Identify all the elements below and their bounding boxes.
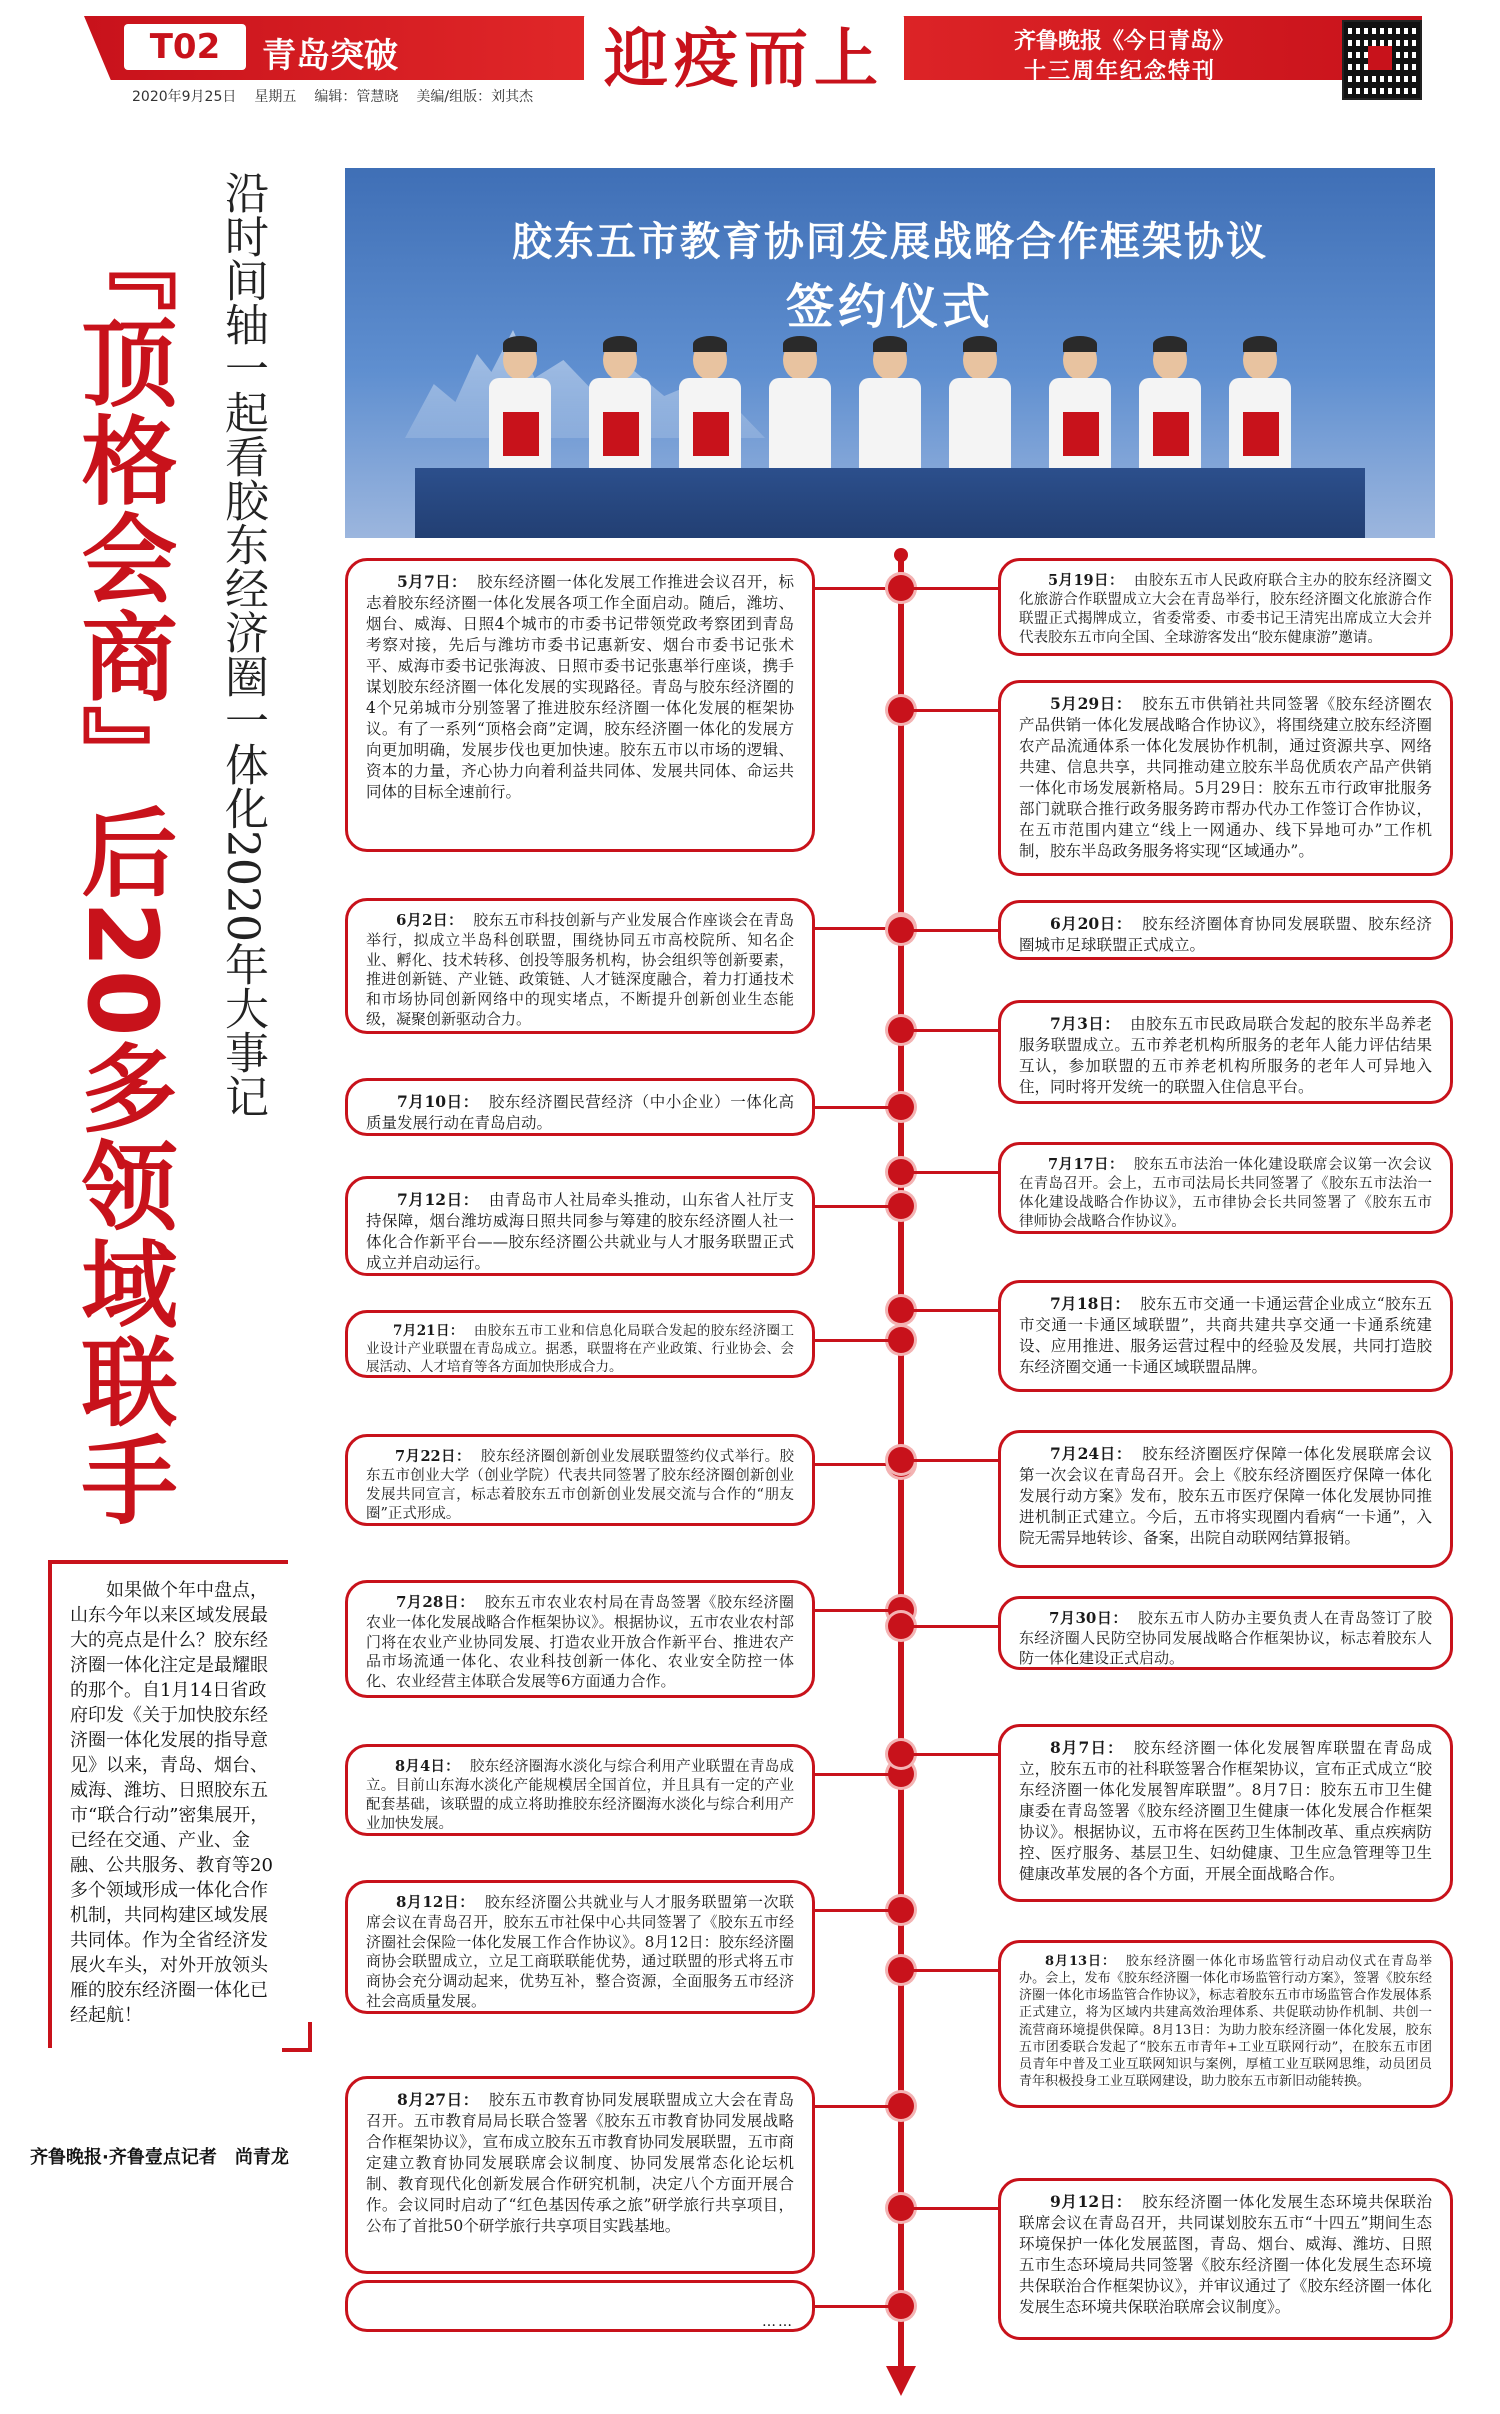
event-date: 7月24日：: [1050, 1444, 1133, 1463]
event-body: 胶东五市人防办主要负责人在青岛签订了胶东经济圈人民防空协同发展战略合作框架协议，标志着胶东人防一体化建设正式启动。: [1019, 1609, 1432, 1667]
event-text: [366, 1447, 794, 1525]
timeline-arrow-icon: [886, 2366, 916, 2396]
timeline-connector: [815, 2305, 890, 2308]
timeline-dot: [888, 917, 914, 943]
timeline-event-box: [998, 1724, 1453, 1902]
timeline-event-box: [345, 898, 815, 1034]
timeline-connector: [815, 1339, 890, 1342]
timeline-event-box: [345, 1880, 815, 2014]
timeline-event-box: [345, 1310, 815, 1378]
event-text: [1019, 1293, 1432, 1378]
event-body: 胶东五市供销社共同签署《胶东经济圈农产品供销一体化发展战略合作协议》，将围绕建立胶东经济圈农产品流通体系一体化发展协作机制，通过资源共享、网络共建、信息共享，共同推动建立胶东半岛优质农产品产供销一体化市场发展新格局。5月29日：胶东五市行政审批服务部门就联合推行政务服务跨市帮办代办工作签订合作协议，在五市范围内建立“线上一网通办、线下异地可办”工作机制，胶东半岛政务服务将实现“区域通办”。: [1019, 695, 1432, 860]
event-date: 7月30日：: [1049, 1609, 1128, 1627]
event-date: 7月17日：: [1048, 1156, 1124, 1173]
event-body: 胶东经济圈民营经济（中小企业）一体化高质量发展行动在青岛启动。: [366, 1093, 794, 1132]
event-date: 7月3日：: [1050, 1014, 1121, 1033]
event-body: 胶东五市科技创新与产业发展合作座谈会在青岛举行，拟成立半岛科创联盟，围绕协同五市高校院所、知名企业、孵化、技术转移、创投等服务机构，协会组织等创新要素，推进创新链、产业链、政策链、人才链深度融合，着力打通技术和市场协同创新网络中的现实堵点，不断提升创新创业生态能级，凝聚创新驱动合力。: [366, 911, 794, 1028]
event-text: [366, 1893, 794, 2012]
timeline-connector: [912, 1459, 1000, 1462]
event-body: 由胶东五市工业和信息化局联合发起的胶东经济圈工业设计产业联盟在青岛成立。据悉，联盟将在产业政策、行业协会、会展活动、人才培育等各方面加快形成合力。: [366, 1323, 794, 1375]
signing-table: [415, 468, 1365, 538]
event-text: [1019, 1443, 1432, 1549]
event-date: 7月12日：: [397, 1190, 479, 1209]
masthead: [84, 16, 1422, 112]
photo-banner-subtitle: 签约仪式: [785, 279, 994, 335]
timeline-dot: [888, 1017, 914, 1043]
masthead-meta: [132, 86, 533, 106]
event-body: 由胶东五市民政局联合发起的胶东半岛养老服务联盟成立。五市养老机构所服务的老年人能力评估结果互认，参加联盟的五市养老机构所服务的老年人可异地入住，同时将开发统一的联盟入住信息平台。: [1019, 1015, 1432, 1096]
timeline-dot: [888, 1447, 914, 1473]
timeline-event-box: [998, 1430, 1453, 1568]
timeline-event-box: [998, 1142, 1453, 1234]
event-text: [366, 1189, 794, 1274]
timeline-event-box: [345, 1580, 815, 1698]
timeline-connector: [912, 1625, 1000, 1628]
timeline-dot: [888, 1327, 914, 1353]
timeline-event-box: [998, 1280, 1453, 1392]
timeline-connector: [815, 1909, 890, 1912]
event-body: 由青岛市人社局牵头推动，山东省人社厅支持保障，烟台潍坊威海日照共同参与筹建的胶东经济圈人社一体化合作新平台——胶东经济圈公共就业与人才服务联盟正式成立并启动运行。: [366, 1191, 794, 1272]
event-date: 6月20日：: [1050, 914, 1133, 933]
timeline-connector: [912, 1753, 1000, 1756]
photo-banner-title: 胶东五市教育协同发展战略合作框架协议: [512, 218, 1268, 265]
timeline-connector: [912, 1029, 1000, 1032]
timeline-dot: [888, 697, 914, 723]
intro-text: 如果做个年中盘点，山东今年以来区域发展最大的亮点是什么？胶东经济圈一体化注定是最耀眼的那个。自1月14日省政府印发《关于加快胶东经济圈一体化发展的指导意见》以来，青岛、烟台、威海、潍坊、日照胶东五市“联合行动”密集展开，已经在交通、产业、金融、公共服务、教育等20多个领域形成一体化合作机制，共同构建区域发展共同体。作为全省经济发展火车头，对外开放领头雁的胶东经济圈一体化已经起航！: [48, 1560, 288, 2048]
timeline-event-box: [345, 1744, 815, 1836]
timeline-dot: [888, 1159, 914, 1185]
qr-logo-icon: [1368, 46, 1392, 70]
intro-corner-bracket: [282, 2022, 312, 2052]
timeline-connector: [815, 2105, 890, 2108]
timeline-event-box: [345, 1434, 815, 1526]
timeline-connector: [815, 927, 890, 930]
timeline-start-dot: [894, 548, 908, 562]
event-body: 胶东经济圈体育协同发展联盟、胶东经济圈城市足球联盟正式成立。: [1019, 915, 1432, 954]
timeline-dot: [888, 1957, 914, 1983]
event-body: 胶东经济圈海水淡化与综合利用产业联盟在青岛成立。目前山东海水淡化产能规模居全国首位，并且具有一定的产业配套基础，该联盟的成立将助推胶东经济圈海水淡化与综合利用产业加快发展。: [366, 1759, 795, 1833]
timeline-event-box: [345, 2076, 815, 2274]
timeline-connector: [815, 1609, 890, 1612]
event-date: 7月21日：: [393, 1323, 464, 1339]
event-text: [1019, 693, 1432, 862]
event-body: 胶东五市交通一卡通运营企业成立“胶东五市交通一卡通区域联盟”，共商共建共享交通一卡通系统建设、应用推进、服务运营过程中的经验及发展，共同打造胶东经济圈交通一卡通区域联盟品牌。: [1019, 1295, 1432, 1376]
event-text: [366, 911, 794, 1030]
event-text: [1019, 571, 1432, 649]
timeline-connector: [912, 1969, 1000, 1972]
event-text: [1019, 1737, 1432, 1885]
event-body: 胶东经济圈一体化发展智库联盟在青岛成立，胶东五市的社科联签署合作框架协议，宣布正式成立“胶东经济圈一体化发展智库联盟”。8月7日：胶东五市卫生健康委在青岛签署《胶东经济圈卫生健康一体化发展合作框架协议》。根据协议，五市将在医药卫生体制改革、重点疾病防控、医疗服务、基层卫生、妇幼健康、卫生应急管理等卫生健康改革发展的各个方面，开展全面战略合作。: [1019, 1739, 1432, 1883]
event-date: 7月22日：: [395, 1448, 471, 1465]
event-date: 5月19日：: [1048, 572, 1124, 589]
timeline-dot: [888, 1297, 914, 1323]
issue-weekday: 星期五: [254, 89, 297, 105]
event-body: 胶东五市教育协同发展联盟成立大会在青岛召开。五市教育局局长联合签署《胶东五市教育协同发展战略合作框架协议》，宣布成立胶东五市教育协同发展联盟，五市商定建立教育协同发展联席会议制度、协同发展常态化论坛机制、教育现代化创新发展合作研究机制，决定八个方面开展合作。会议同时启动了“红色基因传承之旅”研学旅行共享项目，公布了首批50个研学旅行共享项目实践基地。: [366, 2091, 794, 2235]
event-date: 8月27日：: [397, 2090, 479, 2109]
timeline-dot: [888, 575, 914, 601]
event-date: 6月2日：: [396, 911, 464, 929]
event-date: 5月7日：: [397, 572, 467, 591]
timeline-event-box: [345, 2280, 815, 2332]
timeline-connector: [912, 2207, 1000, 2210]
event-date: 8月7日：: [1050, 1738, 1124, 1757]
timeline-dot: [888, 1897, 914, 1923]
event-date: 7月28日：: [396, 1593, 475, 1611]
timeline-dot: [888, 1741, 914, 1767]
timeline-event-box: [345, 1176, 815, 1276]
event-date: 8月13日：: [1045, 1954, 1116, 1969]
sub-headline: 沿时间轴一起看胶东经济圈一体化2020年大事记: [217, 170, 268, 1118]
event-body: 胶东经济圈公共就业与人才服务联盟第一次联席会议在青岛召开，胶东五市社保中心共同签署了《胶东五市经济圈社会保险一体化发展工作合作协议》。8月12日：胶东经济圈商协会联盟成立，立足工商联联能优势，通过联盟的形式将五市商协会充分调动起来，优势互补，整合资源，全面服务五市经济社会高质量发展。: [366, 1893, 794, 2010]
timeline-event-box: [998, 558, 1453, 656]
event-text: [366, 571, 794, 803]
event-body: 胶东五市法治一体化建设联席会议第一次会议在青岛召开。会上，五市司法局长共同签署了《胶东五市法治一体化建设战略合作协议》，五市律协会长共同签署了《胶东五市律师协会战略合作协议》。: [1019, 1157, 1432, 1231]
event-text: [366, 2089, 794, 2237]
timeline-event-box: [998, 1000, 1453, 1104]
event-text: [366, 1091, 794, 1134]
issue-date: 2020年9月25日: [132, 89, 237, 105]
timeline-connector: [815, 1463, 890, 1466]
byline: 齐鲁晚报·齐鲁壹点记者 尚青龙: [30, 2147, 289, 2168]
timeline-dot: [888, 1193, 914, 1219]
event-date: 9月12日：: [1050, 2192, 1133, 2211]
event-text: [1019, 1013, 1432, 1098]
anniversary-title: 十三周年纪念特刊: [1024, 59, 1217, 84]
event-body: 胶东经济圈一体化市场监管行动启动仪式在青岛举办。会上，发布《胶东经济圈一体化市场监管行动方案》，签署《胶东经济圈一体化市场监管合作协议》，标志着胶东五市市场监管合作发展体系正式建立，将为区域内共建高效治理体系、共促联动协作机制、共创一流营商环境提供保障。8月13日：为助力胶东经济圈一体化发展，胶东五市团委联合发起了“胶东五市青年+工业互联网行动”，在胶东五市团员青年中普及工业互联网知识与案例，厚植工业互联网思维，动员团员青年积极投身工业互联网建设，助力胶东五市新旧动能转换。: [1019, 1954, 1432, 2090]
timeline-connector: [912, 587, 1000, 590]
timeline-dot: [888, 2293, 914, 2319]
event-text: [366, 2313, 794, 2331]
timeline-event-box: [998, 900, 1453, 960]
event-date: 7月10日：: [397, 1092, 479, 1111]
timeline-event-box: [998, 2178, 1453, 2340]
event-text: [1019, 2191, 1432, 2318]
timeline-connector: [912, 1171, 1000, 1174]
page-number: T02: [124, 24, 246, 70]
timeline-event-box: [345, 558, 815, 852]
event-date: 5月29日：: [1050, 694, 1133, 713]
event-body: ……: [762, 2314, 794, 2330]
timeline-event-box: [345, 1078, 815, 1136]
event-date: 8月12日：: [396, 1893, 475, 1911]
event-text: [1019, 1155, 1432, 1233]
event-text: [366, 1757, 794, 1835]
event-text: [1019, 1953, 1432, 2090]
timeline-connector: [912, 929, 1000, 932]
event-body: 胶东经济圈一体化发展生态环境共保联治联席会议在青岛召开，共同谋划胶东五市“十四五”期间生态环境保护一体化发展蓝图，青岛、烟台、威海、潍坊、日照五市生态环境局共同签署《胶东经济圈一体化发展生态环境共保联治合作框架协议》，并审议通过了《胶东经济圈一体化发展生态环境共保联治联席会议制度》。: [1019, 2193, 1432, 2316]
event-body: 胶东经济圈一体化发展工作推进会议召开，标志着胶东经济圈一体化发展各项工作全面启动。随后，潍坊、烟台、威海、日照4个城市的市委书记带领党政考察团到青岛考察对接，先后与潍坊市委书记惠新安、烟台市委书记张术平、威海市委书记张海波、日照市委书记张惠举行座谈，携手谋划胶东经济圈一体化发展的实现路径。青岛与胶东经济圈的4个兄弟城市分别签署了推进胶东经济圈一体化发展的框架协议。有了一系列“顶格会商”定调，胶东经济圈一体化的发展方向更加明确，发展步伐也更加快速。胶东五市以市场的逻辑、资本的力量，齐心协力向着利益共同体、发展共同体、命运共同体的目标全速前行。: [366, 573, 794, 801]
timeline-connector: [815, 587, 890, 590]
timeline-dot: [888, 2093, 914, 2119]
timeline-connector: [815, 1205, 890, 1208]
main-headline: 『顶格会商』后20多领域联手: [66, 215, 178, 1529]
event-body: 胶东五市农业农村局在青岛签署《胶东经济圈农业一体化发展战略合作框架协议》。根据协议，五市农业农村部门将在农业产业协同发展、打造农业开放合作新平台、推进农产品市场流通一体化、农业科技创新一体化、农业安全防控一体化、农业经营主体联合发展等6方面通力合作。: [366, 1593, 794, 1691]
timeline-connector: [815, 1106, 890, 1109]
timeline-connector: [815, 1773, 890, 1776]
section-title: 青岛突破: [262, 36, 398, 76]
designer-credit: 美编/组版：刘其杰: [416, 89, 534, 105]
event-body: 胶东经济圈创新创业发展联盟签约仪式举行。胶东五市创业大学（创业学院）代表共同签署了胶东经济圈创新创业发展共同宣言，标志着胶东五市创新创业发展交流与合作的“朋友圈”正式形成。: [366, 1449, 794, 1523]
editor-credit: 编辑：管慧晓: [314, 89, 399, 105]
event-text: [1019, 913, 1432, 956]
timeline-event-box: [998, 1596, 1453, 1670]
newspaper-name: 齐鲁晚报《今日青岛》: [1014, 28, 1235, 54]
signing-ceremony-photo: [345, 168, 1435, 538]
timeline-event-box: [998, 1940, 1453, 2108]
timeline-dot: [888, 2195, 914, 2221]
timeline-connector: [912, 1309, 1000, 1312]
timeline-event-box: [998, 680, 1453, 876]
event-date: 7月18日：: [1050, 1294, 1131, 1313]
event-text: [1019, 1609, 1432, 1668]
event-text: [366, 1323, 794, 1376]
timeline-dot: [888, 1094, 914, 1120]
event-text: [366, 1593, 794, 1692]
timeline-connector: [912, 709, 1000, 712]
event-body: 由胶东五市人民政府联合主办的胶东经济圈文化旅游合作联盟成立大会在青岛举行，胶东经济圈文化旅游合作联盟正式揭牌成立，省委常委、市委书记王清宪出席成立大会并代表胶东五市向全国、全球游客发出“胶东健康游”邀请。: [1019, 573, 1432, 647]
event-date: 8月4日：: [395, 1758, 460, 1775]
slogan-calligraphy: 迎疫而上: [584, 12, 904, 110]
timeline-dot: [888, 1613, 914, 1639]
event-body: 胶东经济圈医疗保障一体化发展联席会议第一次会议在青岛召开。会上《胶东经济圈医疗保障一体化发展行动方案》发布，胶东五市医疗保障一体化发展协同推进机制正式建立。今后，五市将实现圈内看病“一卡通”，入院无需异地转诊、备案，出院自动联网结算报销。: [1019, 1445, 1432, 1547]
